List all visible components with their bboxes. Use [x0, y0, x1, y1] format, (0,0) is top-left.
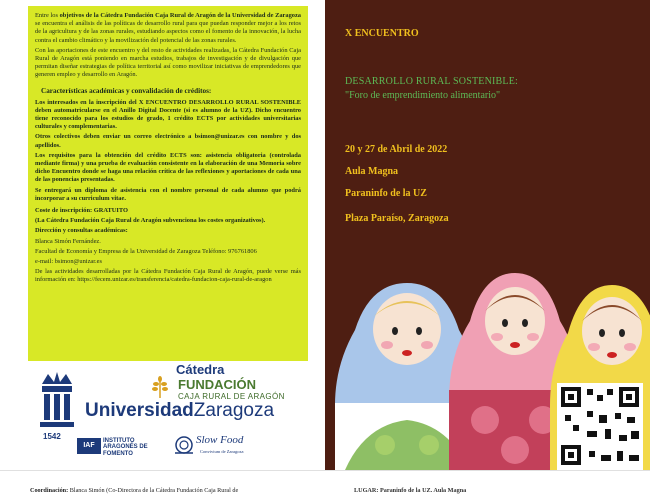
credits-paragraph-2: Otros colectivos deben enviar un correo electrónico a bsimon@unizar.es con nombre y dos apellidos. — [35, 133, 301, 149]
fundacion-label: FUNDACIÓN — [178, 377, 256, 392]
info-box — [28, 6, 308, 361]
event-date: 20 y 27 de Abril de 2022 — [345, 144, 448, 155]
event-address: Plaza Paraíso, Zaragoza — [345, 213, 449, 224]
crest-year: 1542 — [43, 432, 61, 441]
credits-paragraph-1: Los interesados en la inscripción del X ENCUENTRO DESARROLLO RURAL SOSTENIBLE deben automatricularse en el Anillo Digital Docente (si es alumno de la UZ). Dicho encuentro tiene reconocido para los estudios de grado, 1 crédito ECTS por actividades universitarias culturales y complementarias. — [35, 98, 301, 131]
coordination-line: Coordinación: Blanca Simón (Co-Directora de la Cátedra Fundación Caja Rural de — [30, 487, 239, 494]
next-page-strip — [0, 470, 650, 496]
matryoshka-dolls-illustration — [325, 255, 650, 470]
slow-food-label: Slow Food — [196, 434, 244, 446]
credits-heading: Características académicas y convalidación de créditos: — [41, 86, 212, 95]
cost-line: Coste de inscripción: GRATUITO — [35, 206, 128, 214]
event-title: DESARROLLO RURAL SOSTENIBLE: — [345, 76, 519, 87]
credits-paragraph-4: Se entregará un diploma de asistencia con el nombre personal de cada alumno que podrá incorporar a su curriculum vitae. — [35, 186, 301, 202]
lugar-line: LUGAR: Paraninfo de la UZ. Aula Magna — [354, 487, 467, 494]
intro-paragraph-2: Con las aportaciones de este encuentro y del resto de actividades realizadas, la Cátedra Fundación Caja Rural de Aragón está poniendo en marcha estudios, trabajos de investigación y de divulgación que permitan diseñar estrategias de política territorial así como movilizar iniciativas de emprendedores que generen empleo y desarrollo en Aragón. — [35, 46, 301, 79]
left-panel — [0, 0, 325, 470]
iaf-text: INSTITUTO ARAGONÉS DE FOMENTO — [103, 438, 148, 457]
caja-rural-label: CAJA RURAL DE ARAGÓN — [178, 392, 285, 401]
wheat-icon — [146, 376, 174, 398]
slow-food-sub: Convivium de Zaragoza — [200, 449, 244, 454]
encuentro-title: X ENCUENTRO — [345, 28, 419, 39]
contact-email[interactable]: e-mail: bsimon@unizar.es — [35, 257, 102, 265]
right-panel — [325, 0, 650, 470]
university-crest-icon — [34, 370, 80, 430]
snail-icon — [173, 435, 195, 455]
contact-dept: Facultad de Economía y Empresa de la Universidad de Zaragoza Teléfono: 976761806 — [35, 247, 257, 255]
yellow-doll — [550, 285, 650, 470]
credits-paragraph-3: Los requisitos para la obtención del crédito ECTS son: asistencia obligatoria (controlada mediante firma) y una prueba de evaluación consistente en la elaboración de una Memoria sobre dicho Encuentro donde se haga una relación crítica de las reflexiones y aportaciones de cada una de las ponencias presentadas. — [35, 151, 301, 184]
event-subtitle: "Foro de emprendimiento alimentario" — [345, 90, 501, 101]
contact-name: Blanca Simón Fernández. — [35, 237, 101, 245]
university-logo-text: UniversidadZaragoza — [85, 400, 275, 421]
cost-note: (La Cátedra Fundación Caja Rural de Aragón subvenciona los costes organizativos). — [35, 217, 266, 225]
logos-area — [28, 362, 318, 467]
catedra-label: Cátedra — [176, 362, 225, 377]
event-room: Aula Magna — [345, 166, 399, 177]
contact-heading: Dirección y consultas académicas: — [35, 227, 128, 235]
intro-paragraph-1: Entre los objetivos de la Cátedra Fundación Caja Rural de Aragón de la Universidad de Zaragoza se encuentra el análisis de las políticas de desarrollo rural para que puedan responder mejor a los retos de la agricultura y de las zonas rurales, estudiando aspectos como el fomento de la innovación, la lucha contra el cambio climático y la movilización del potencial de las zonas rurales. — [35, 12, 301, 44]
iaf-logo: IAF — [77, 438, 101, 454]
more-info[interactable]: De las actividades desarrolladas por la Cátedra Fundación Caja Rural de Aragón, puede verse más información en: https://fecem.unizar.es/transferencia/catedra-fundacion-caja-rural-de-aragon — [35, 268, 301, 284]
event-venue: Paraninfo de la UZ — [345, 188, 427, 199]
